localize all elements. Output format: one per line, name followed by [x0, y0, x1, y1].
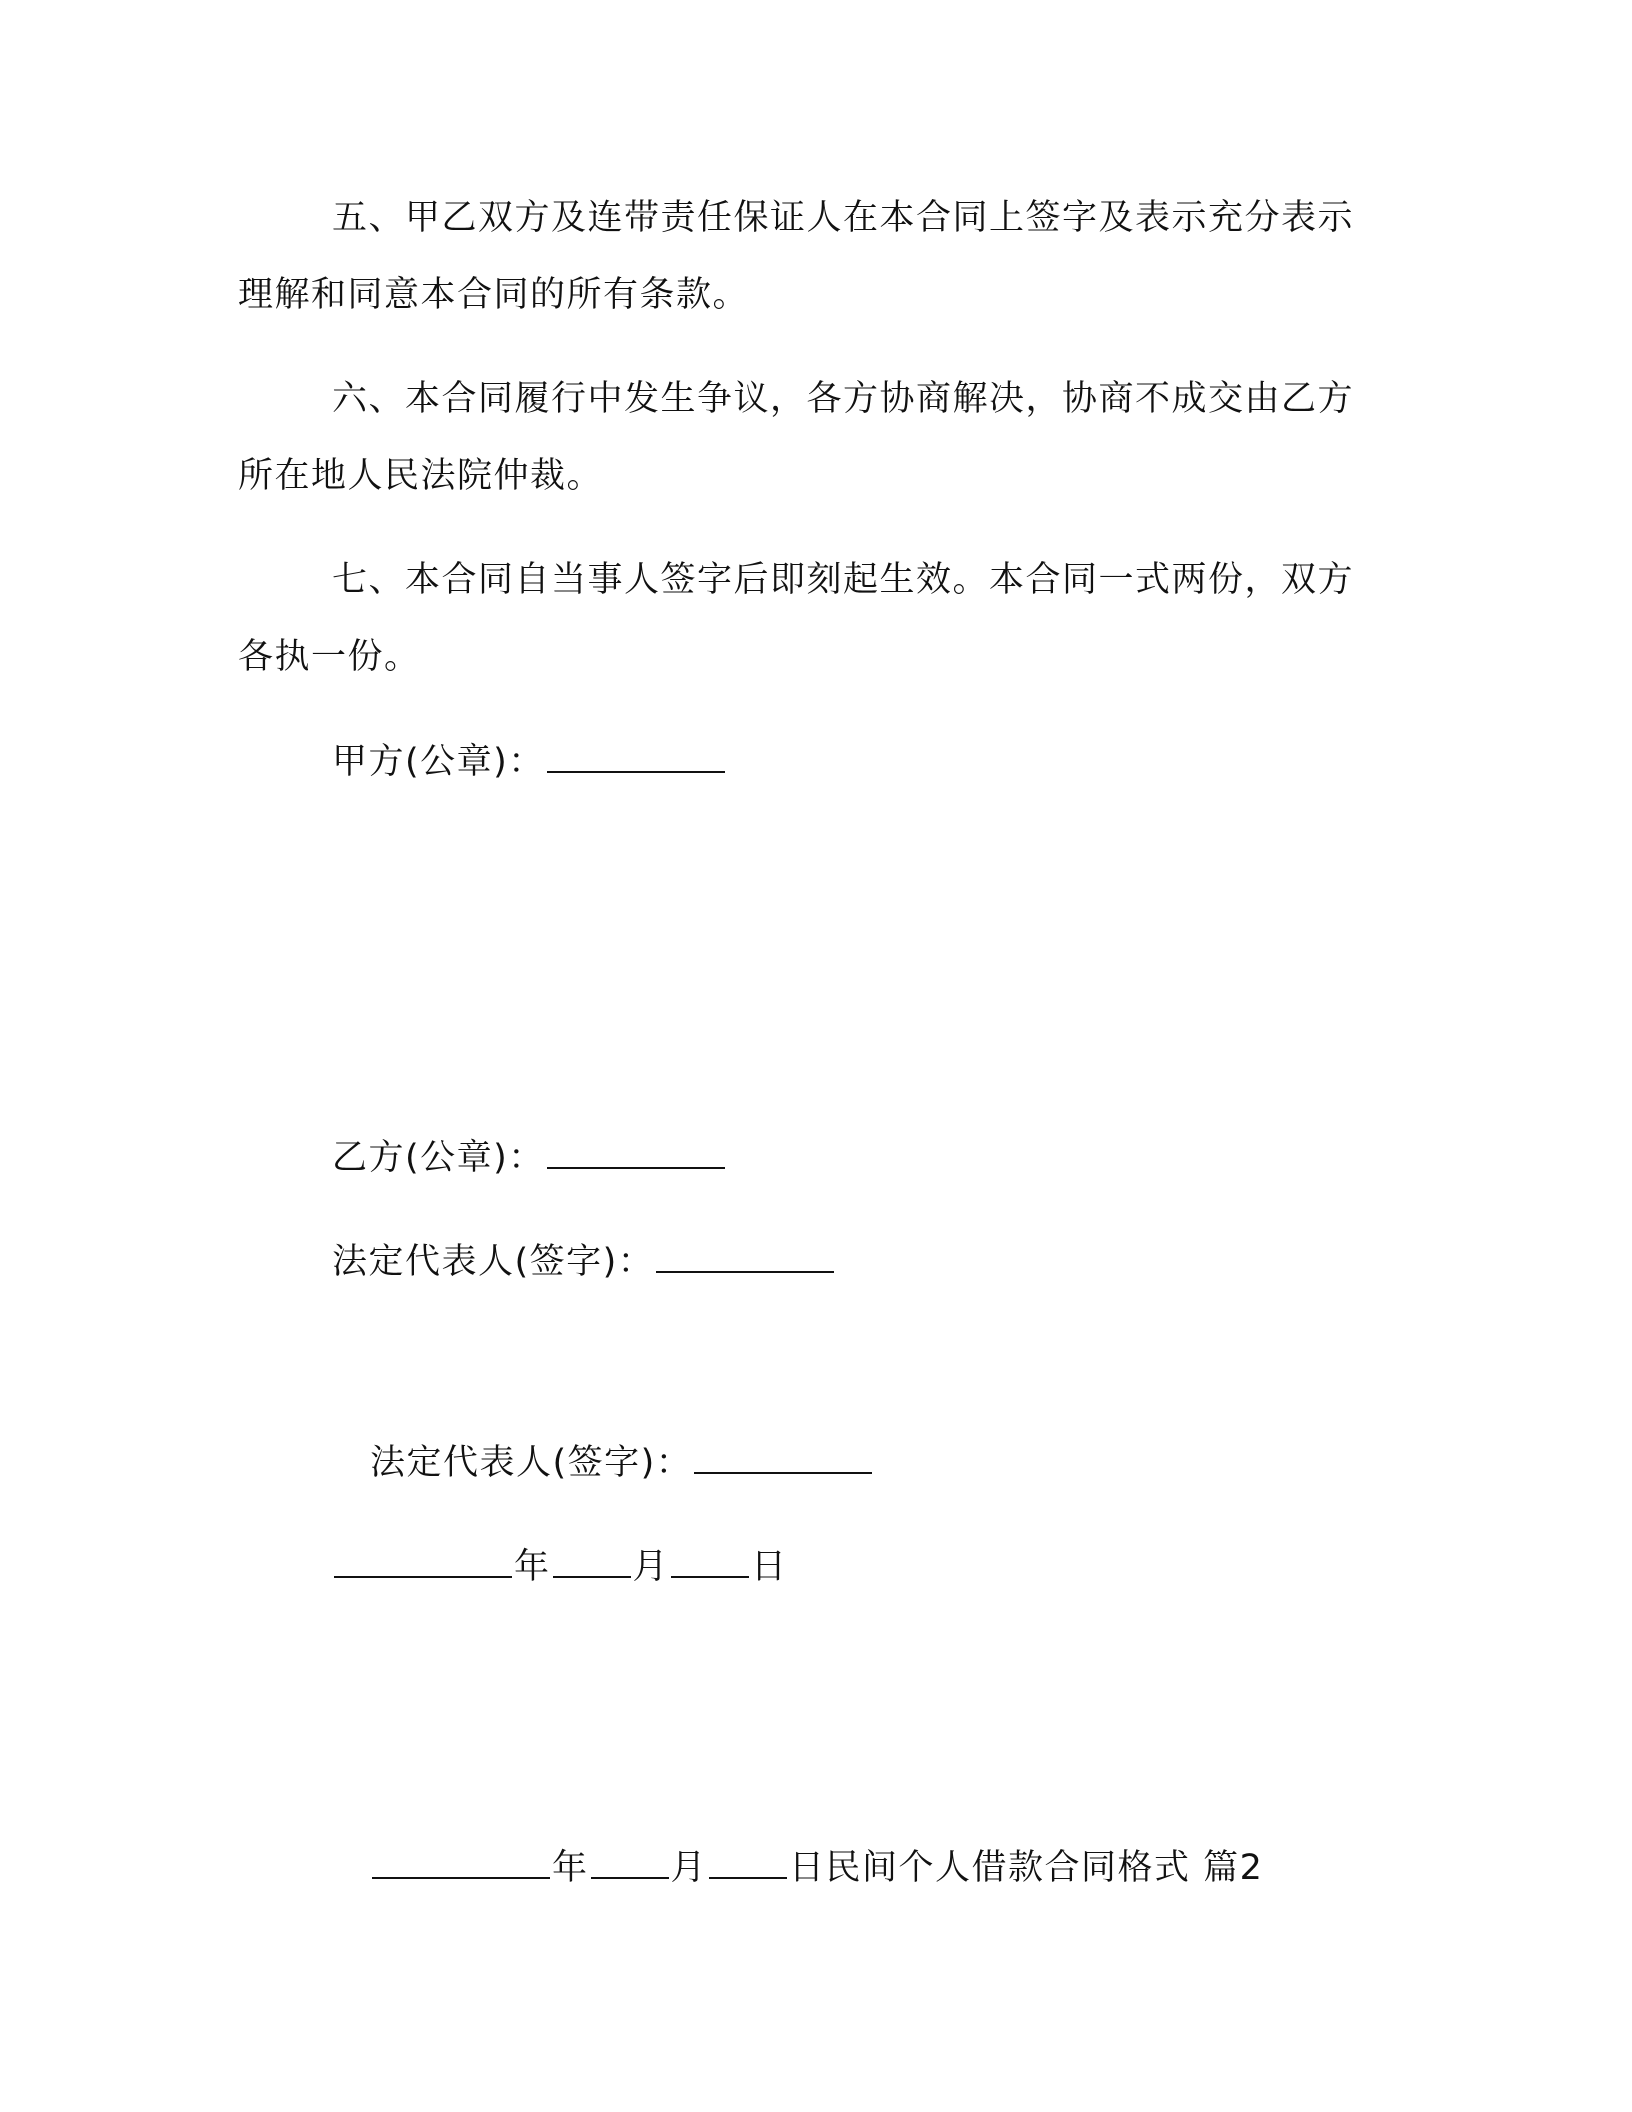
clause-5-line-2: 理解和同意本合同的所有条款。 — [238, 275, 750, 315]
party-b-blank[interactable] — [547, 1137, 725, 1169]
date-line — [332, 1546, 788, 1587]
legal-rep-label-2: 法定代表人(签字)： — [370, 1443, 693, 1483]
clause-7-line-1: 七、本合同自当事人签字后即刻起生效。本合同一式两份，双方 — [332, 560, 1355, 600]
party-a-signature-line — [332, 741, 727, 782]
date-year-label: 年 — [514, 1547, 551, 1587]
heading-year-blank[interactable] — [372, 1847, 550, 1879]
clause-6-line-1: 六、本合同履行中发生争议，各方协商解决，协商不成交由乙方 — [332, 379, 1355, 419]
heading-month-blank[interactable] — [591, 1847, 669, 1879]
party-b-label: 乙方(公章)： — [332, 1138, 545, 1178]
party-b-signature-line — [332, 1137, 727, 1178]
party-a-blank[interactable] — [547, 741, 725, 773]
clause-7-line-2: 各执一份。 — [238, 637, 421, 677]
heading-month-label: 月 — [670, 1848, 708, 1888]
date-year-blank[interactable] — [334, 1546, 512, 1578]
date-month-label: 月 — [632, 1547, 670, 1587]
legal-rep-signature-line-1 — [332, 1241, 836, 1282]
legal-rep-blank-2[interactable] — [694, 1442, 872, 1474]
next-section-heading — [370, 1847, 1263, 1888]
date-day-label: 日 — [751, 1547, 788, 1587]
clause-6-line-2: 所在地人民法院仲裁。 — [238, 456, 604, 496]
date-month-blank[interactable] — [553, 1546, 631, 1578]
clause-5-line-1: 五、甲乙双方及连带责任保证人在本合同上签字及表示充分表示 — [332, 198, 1355, 238]
heading-year-label: 年 — [552, 1848, 589, 1888]
heading-title-suffix: 日民间个人借款合同格式 篇2 — [789, 1848, 1264, 1888]
heading-day-blank[interactable] — [709, 1847, 787, 1879]
legal-rep-label-1: 法定代表人(签字)： — [332, 1242, 655, 1282]
date-day-blank[interactable] — [671, 1546, 749, 1578]
party-a-label: 甲方(公章)： — [332, 742, 545, 782]
legal-rep-blank-1[interactable] — [656, 1241, 834, 1273]
legal-rep-signature-line-2 — [370, 1442, 874, 1483]
